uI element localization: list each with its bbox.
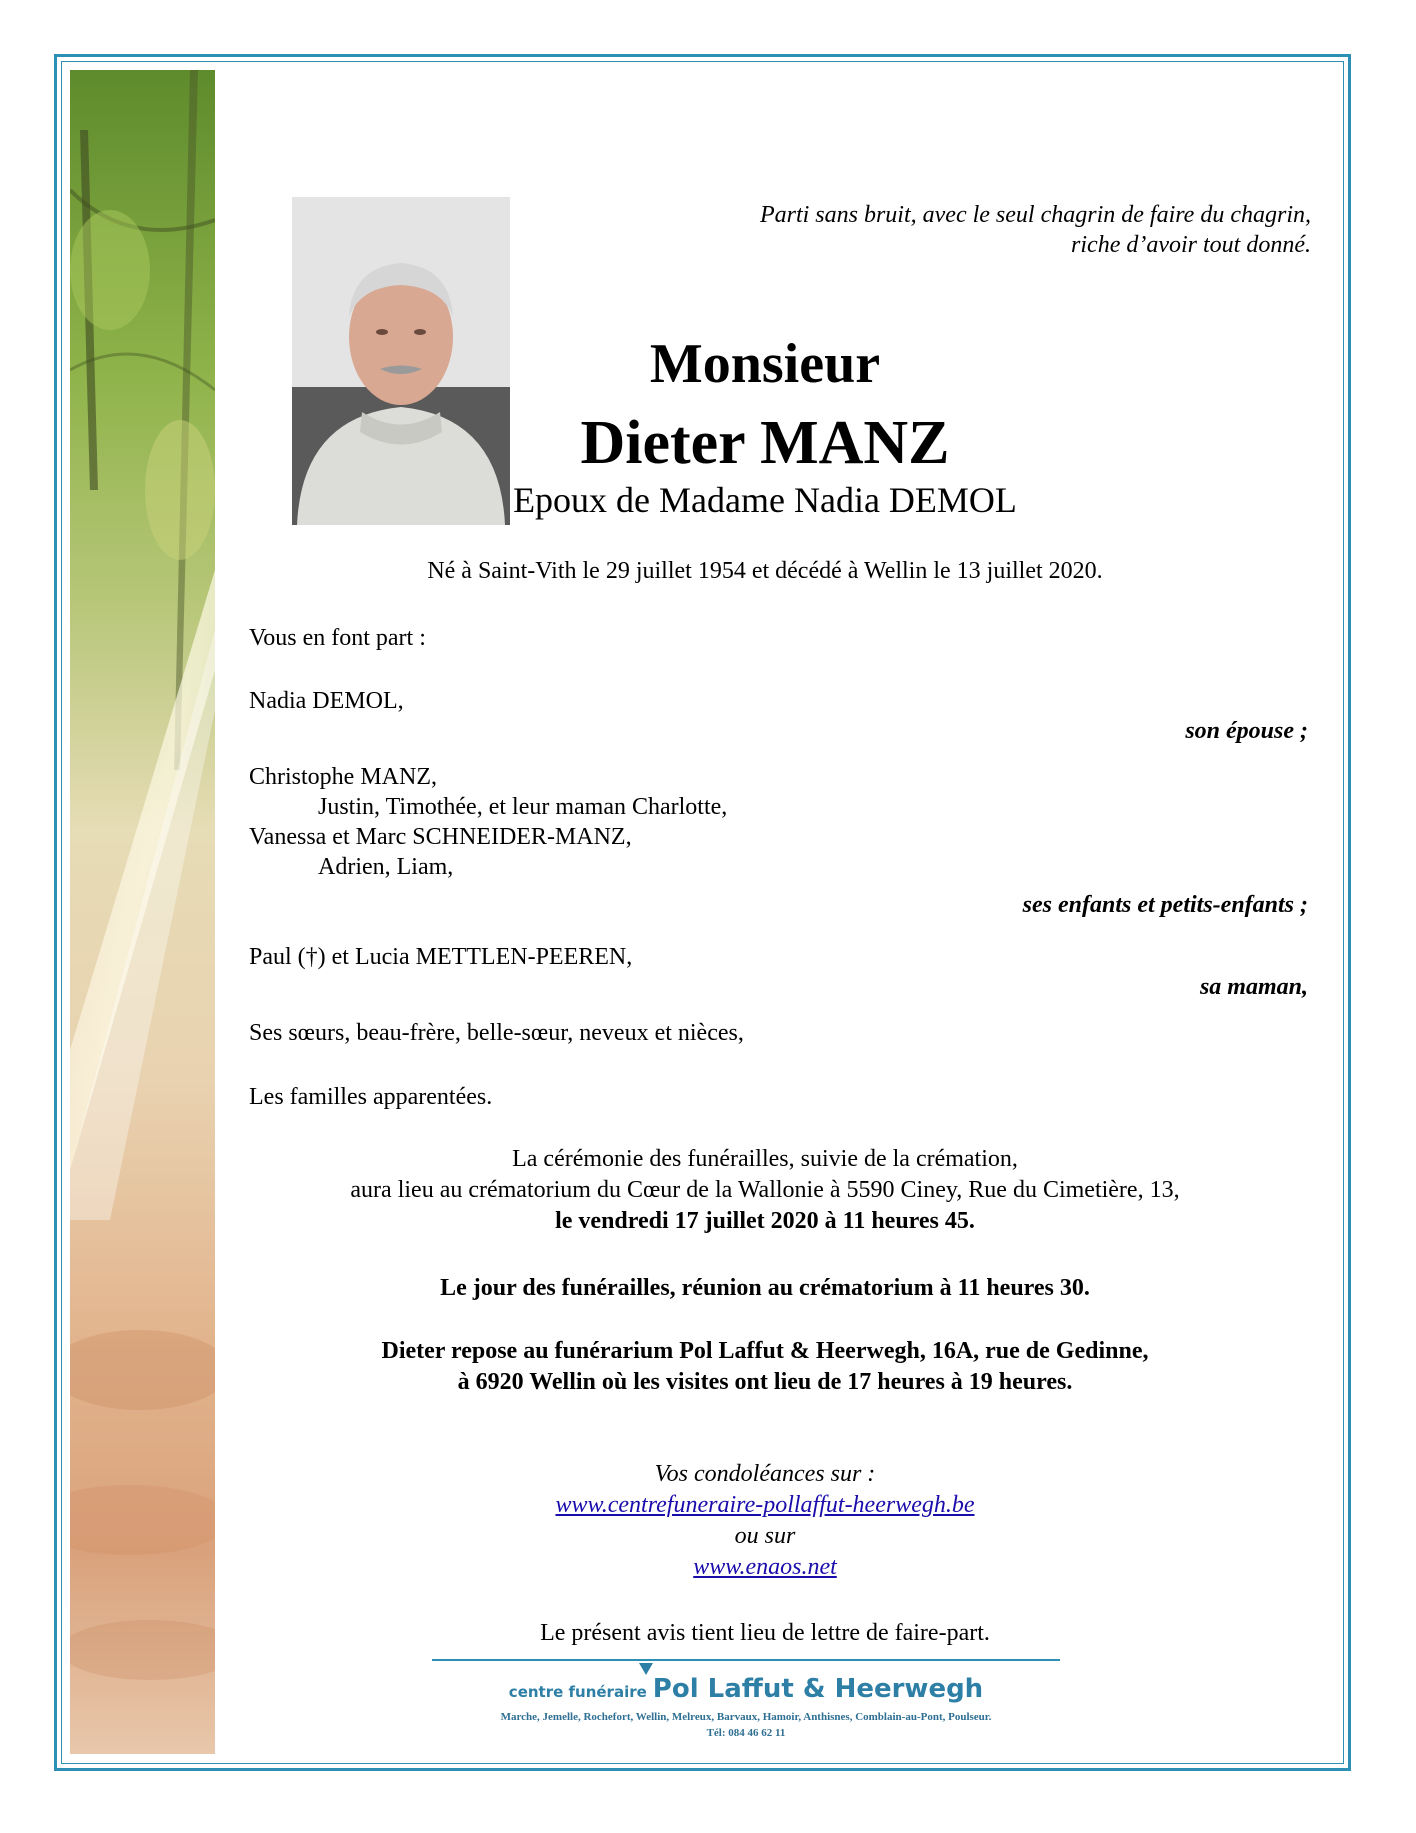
birth-death-line: Né à Saint-Vith le 29 juillet 1954 et décédé à Wellin le 13 juillet 2020.: [427, 558, 1103, 584]
rest-line: à 6920 Wellin où les visites ont lieu de 17 heures à 19 heures.: [457, 1369, 1073, 1395]
logo-name: Pol Laffut & Heerwegh: [652, 1674, 984, 1704]
meeting-line: Le jour des funérailles, réunion au crématorium à 11 heures 30.: [440, 1275, 1090, 1301]
family-member: Ses sœurs, beau-frère, belle-sœur, neveux et nièces,: [249, 1020, 744, 1046]
condolences-label: Vos condoléances sur :: [654, 1461, 876, 1487]
funeral-home-logo: [432, 1674, 1060, 1704]
condolences-link-funeral-home[interactable]: www.centrefuneraire-pollaffut-heerwegh.be: [555, 1492, 975, 1518]
ceremony-datetime: le vendredi 17 juillet 2020 à 11 heures 45.: [555, 1208, 975, 1234]
relation-label: ses enfants et petits-enfants ;: [1022, 892, 1308, 918]
logo-towns: Marche, Jemelle, Rochefort, Wellin, Melreux, Barvaux, Hamoir, Anthisnes, Comblain-au-Pont, Poulseur.: [500, 1711, 992, 1723]
announce-intro: Vous en font part :: [249, 625, 426, 651]
epigraph-quote: [760, 200, 1311, 260]
ceremony-line: La cérémonie des funérailles, suivie de la crémation,: [512, 1146, 1018, 1172]
quote-line: Parti sans bruit, avec le seul chagrin de faire du chagrin,: [759, 202, 1311, 228]
deceased-name: Dieter MANZ: [580, 409, 950, 477]
family-member: Vanessa et Marc SCHNEIDER-MANZ,: [249, 824, 632, 850]
family-member: Adrien, Liam,: [318, 854, 454, 880]
family-member: Christophe MANZ,: [249, 764, 437, 790]
family-member: Les familles apparentées.: [249, 1084, 493, 1110]
logo-small-text: centre funéraire: [508, 1683, 647, 1701]
family-member: Paul (†) et Lucia METTLEN-PEEREN,: [249, 944, 633, 970]
condolences-link-enaos[interactable]: www.enaos.net: [693, 1554, 837, 1580]
quote-line: riche d’avoir tout donné.: [1071, 232, 1311, 258]
family-member: Justin, Timothée, et leur maman Charlotte,: [318, 794, 728, 820]
spouse-line: Epoux de Madame Nadia DEMOL: [513, 480, 1017, 520]
relation-label: son épouse ;: [1185, 718, 1308, 744]
honorific: Monsieur: [649, 333, 881, 395]
ceremony-line: aura lieu au crématorium du Cœur de la Wallonie à 5590 Ciney, Rue du Cimetière, 13,: [350, 1177, 1180, 1203]
or-label: ou sur: [734, 1523, 796, 1549]
relation-label: sa maman,: [1199, 974, 1308, 1000]
family-member: Nadia DEMOL,: [249, 688, 404, 714]
rest-line: Dieter repose au funérarium Pol Laffut & Heerwegh, 16A, rue de Gedinne,: [381, 1338, 1149, 1364]
forest-path-image: [70, 70, 215, 1754]
footer-divider: [432, 1659, 1060, 1661]
logo-phone: Tél: 084 46 62 11: [706, 1727, 786, 1739]
notice-line: Le présent avis tient lieu de lettre de faire-part.: [540, 1620, 990, 1646]
